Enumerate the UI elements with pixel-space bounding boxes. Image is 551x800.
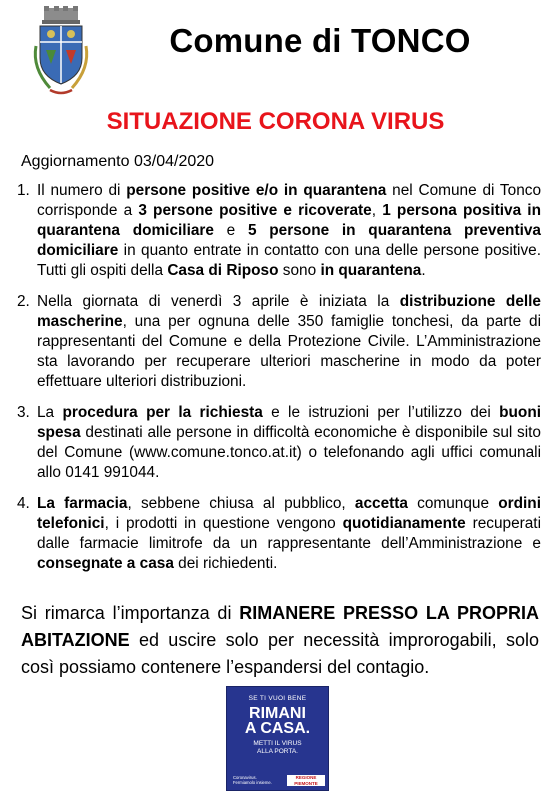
text-run: e le istruzioni per l’utilizzo dei [262,404,500,421]
bold-text: accetta [354,495,408,512]
bold-text: quotidianamente [342,515,466,532]
bold-text: 5 persone in quarantena preventiva domiciliare [37,222,541,259]
list-item [17,494,541,574]
bold-text: 1 persona positiva in quarantena domiciliare [37,202,541,239]
text-run: comunque [407,495,499,512]
item-number: 3. [17,404,30,421]
poster-main-text: RIMANI A CASA. [244,705,311,737]
bold-text: ordini telefonici [37,495,541,532]
text-run: Il numero di [37,182,127,199]
item-text [37,181,541,281]
item-text [37,292,541,392]
text-run: ed uscire solo per necessità improrogabili, solo così possiamo contenere l’espandersi del contagio. [21,630,539,677]
bold-text: consegnate a casa [37,555,174,572]
text-run: , [371,202,383,219]
text-run: , una per ognuna delle 350 famiglie tonchesi, da parte di rappresentanti del Comune e della Protezione Civile. L’Amministrazione sta lavorando per recuperare ulteriori mascherine in modo da poter effettuare ulteriori distribuzioni. [37,313,541,390]
poster-sub-text: METTI IL VIRUS ALLA PORTA. [253,740,302,755]
coat-of-arms-icon [30,6,92,98]
text-run: La [37,404,63,421]
text-run: recuperati dalle farmacie limitrofe da un rappresentante dell’Amministrazione e [37,515,542,552]
bold-text: in quarantena [320,262,422,279]
poster-footer-left: Coronavirus. Fermiamolo insieme. [233,775,272,785]
list-item [17,292,541,392]
text-run: destinati alle persone in difficoltà economiche è disponibile sul sito del Comune (www.comune.tonco.at.it) o telefonando agli uffici comunali allo 0141 991044. [37,424,541,481]
text-run: Nella giornata di venerdì 3 aprile è iniziata la [37,293,400,310]
text-run: , i prodotti in questione vengono [104,515,343,532]
bold-text: RIMANERE PRESSO LA PROPRIA ABITAZIONE [21,603,540,650]
bold-text: persone positive e/o in quarantena [126,182,387,199]
item-number: 4. [17,495,30,512]
list-item [17,403,541,483]
update-date: Aggiornamento 03/04/2020 [21,153,215,170]
closing-paragraph [21,600,539,681]
bold-text: La farmacia [37,495,128,512]
bold-text: buoni spesa [37,404,541,441]
item-text [37,403,541,483]
text-run: e [213,222,248,239]
notice-list [17,181,541,585]
text-run: in quanto entrate in contatto con una delle persone positive. Tutti gli ospiti della [37,242,541,279]
text-run: Si rimarca l’importanza di [21,603,240,623]
text-run: . [421,262,426,279]
item-number: 1. [17,182,30,199]
bold-text: procedura per la richiesta [62,404,263,421]
item-text [37,494,541,574]
list-item [17,181,541,281]
item-number: 2. [17,293,30,310]
text-run: nel Comune di Tonco corrisponde a [37,182,542,219]
text-run: sono [278,262,321,279]
poster-top-text: SE TI VUOI BENE [248,695,307,702]
page-title: Comune di TONCO [169,22,471,59]
bold-text: Casa di Riposo [167,262,279,279]
text-run: dei richiedenti. [173,555,278,572]
bold-text: distribuzione delle mascherine [37,293,541,330]
bold-text: 3 persone positive e ricoverate [138,202,372,219]
stay-home-poster [226,686,329,791]
region-logo: REGIONE PIEMONTE [287,775,325,786]
text-run: , sebbene chiusa al pubblico, [127,495,355,512]
headline: SITUAZIONE CORONA VIRUS [106,108,445,135]
